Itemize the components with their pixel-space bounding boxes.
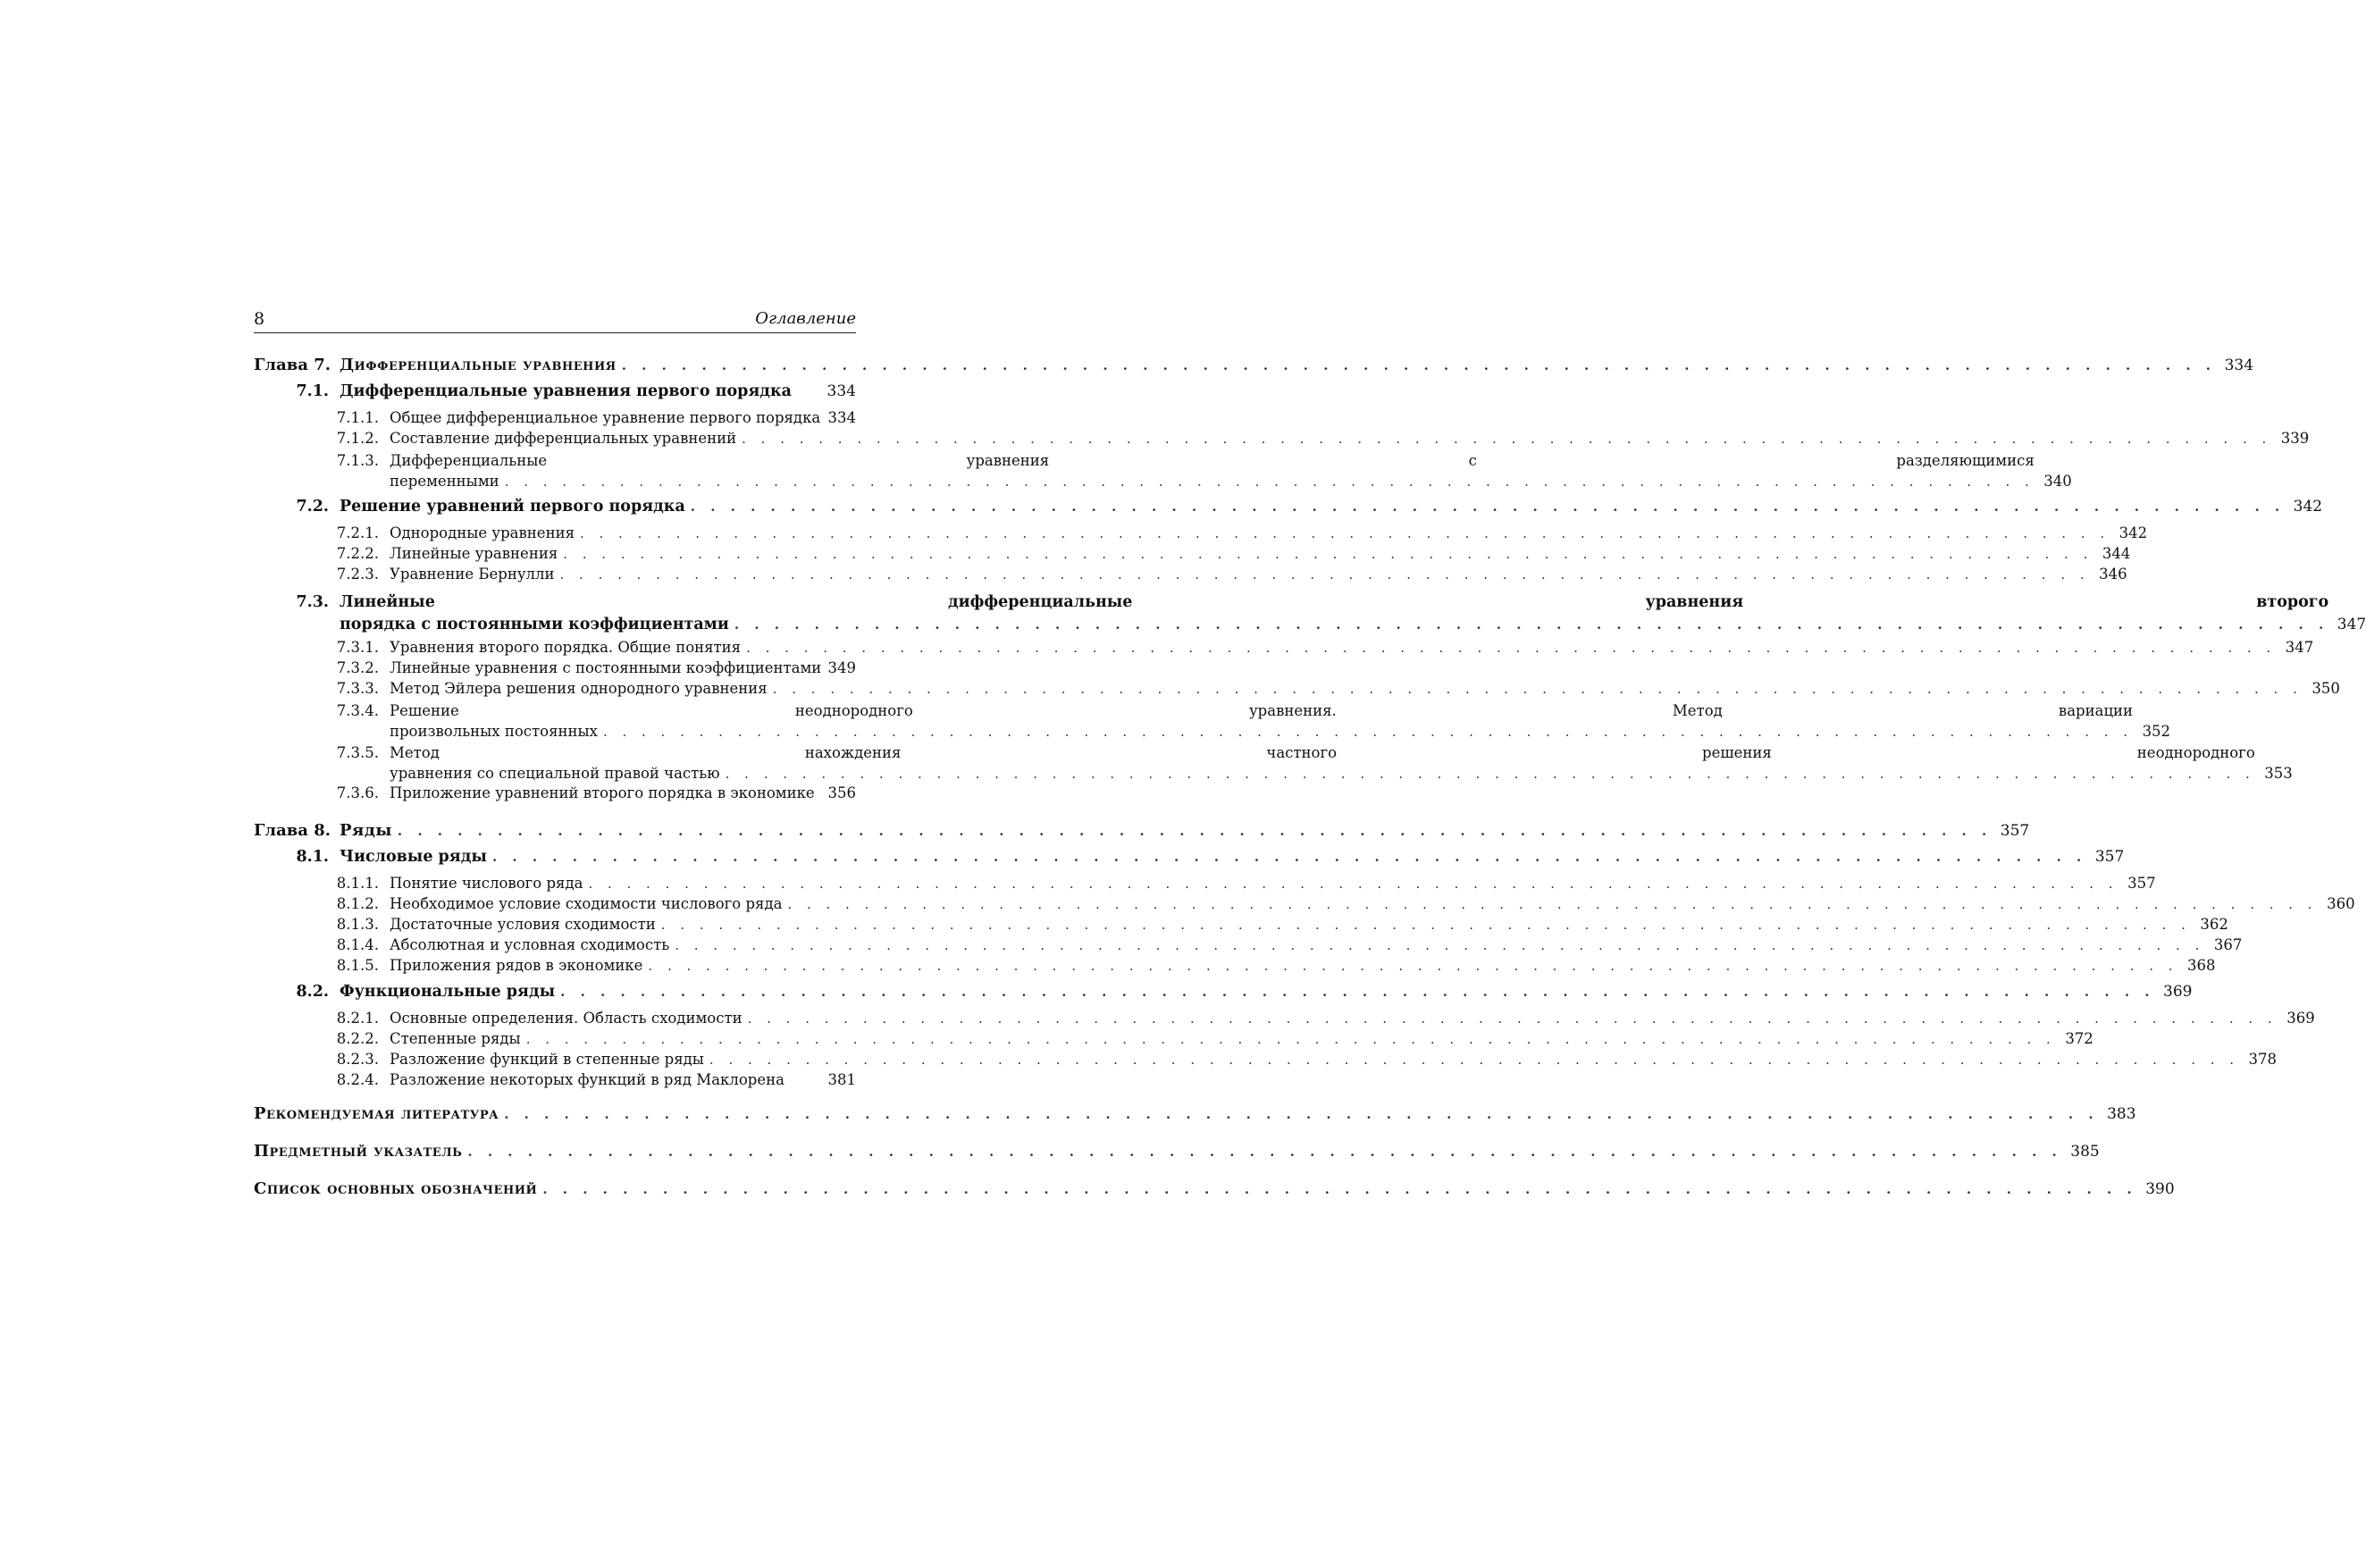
- toc-page: 378: [2248, 1051, 2278, 1068]
- toc-label: 8.2.: [296, 983, 329, 1001]
- toc-subsection-8-1-1[interactable]: [254, 875, 2156, 895]
- toc-page: 383: [2107, 1105, 2136, 1123]
- leader-dots: [467, 1144, 2061, 1160]
- toc-subsection-8-1-3[interactable]: [254, 916, 2228, 936]
- toc-subject-index[interactable]: [254, 1142, 2100, 1179]
- toc-subsection-7-3-3[interactable]: [254, 680, 2340, 700]
- toc-label: 7.3.1.: [336, 639, 379, 656]
- toc-page: 347: [2285, 639, 2314, 656]
- toc-subsection-7-3-1[interactable]: [254, 639, 2314, 659]
- toc-subsection-7-1-2[interactable]: [254, 430, 2310, 450]
- toc-label: 7.3.6.: [336, 784, 379, 801]
- toc-label: 8.1.4.: [336, 936, 379, 953]
- toc-list-of-notations[interactable]: [254, 1179, 2175, 1217]
- toc-label: 8.2.2.: [336, 1030, 379, 1047]
- toc-label: 8.2.1.: [336, 1010, 379, 1027]
- leader-dots: [746, 640, 2276, 656]
- leader-dots: [603, 722, 2133, 742]
- leader-dots: [648, 958, 2177, 974]
- toc-title: Разложение некоторых функций в ряд Маклорена: [390, 1071, 784, 1088]
- toc-page: 357: [2094, 848, 2125, 866]
- toc-chapter-8[interactable]: [254, 821, 2030, 848]
- toc-title: Линейные уравнения с постоянными коэффициентами: [390, 659, 822, 676]
- leader-dots: [505, 472, 2035, 492]
- toc-page: 346: [2099, 566, 2127, 583]
- toc-title: Понятие числового ряда: [390, 875, 583, 892]
- toc-page: 369: [2286, 1010, 2315, 1027]
- toc-title-line1: Решение неоднородного уравнения. Метод вариации: [390, 702, 2134, 719]
- leader-dots: [734, 614, 2328, 636]
- toc-page: 334: [826, 382, 856, 400]
- toc-title-line1: Дифференциальные уравнения с разделяющимися: [390, 452, 2035, 469]
- leader-dots: [661, 917, 2191, 933]
- toc-subsection-8-2-2[interactable]: [254, 1030, 2093, 1051]
- toc-title: Составление дифференциальных уравнений: [390, 430, 737, 447]
- running-title: Оглавление: [755, 309, 856, 328]
- toc-subsection-8-1-5[interactable]: [254, 957, 2216, 977]
- toc-page: 390: [2145, 1180, 2175, 1198]
- toc-subsection-8-1-2[interactable]: [254, 895, 2355, 916]
- toc-title: Уравнения второго порядка. Общие понятия: [390, 639, 742, 656]
- toc-chapter-7[interactable]: [254, 356, 2254, 382]
- toc-page: 360: [2327, 895, 2355, 912]
- toc-subsection-7-3-5[interactable]: [254, 742, 2293, 784]
- toc-section-8-1[interactable]: [254, 848, 2125, 875]
- leader-dots: [742, 431, 2271, 447]
- toc-title: Метод Эйлера решения однородного уравнения: [390, 680, 768, 697]
- leader-dots: [542, 1181, 2136, 1197]
- leader-dots: [773, 681, 2303, 697]
- toc-label: 7.2.2.: [336, 545, 379, 562]
- toc-title-line2: уравнения со специальной правой частью: [390, 765, 720, 782]
- leader-dots: [526, 1031, 2056, 1047]
- leader-dots: [492, 849, 2086, 865]
- toc-title: Решение уравнений первого порядка: [340, 498, 685, 516]
- toc-label: 7.3.5.: [336, 744, 379, 761]
- toc-page: 334: [2224, 356, 2254, 374]
- toc-title: Достаточные условия сходимости: [390, 916, 656, 933]
- toc-recommended-literature[interactable]: [254, 1104, 2136, 1142]
- toc-label: 8.2.4.: [336, 1071, 379, 1088]
- toc-title: Степенные ряды: [390, 1030, 521, 1047]
- toc-title: Ряды: [340, 821, 392, 840]
- toc-title: Линейные уравнения: [390, 545, 558, 562]
- table-of-contents: [254, 356, 2366, 1217]
- leader-dots: [398, 823, 1992, 839]
- toc-page: 367: [2213, 936, 2243, 953]
- toc-title: Разложение функций в степенные ряды: [390, 1051, 704, 1068]
- toc-title: Список основных обозначений: [254, 1179, 538, 1198]
- toc-subsection-7-3-4[interactable]: [254, 700, 2171, 742]
- toc-section-7-1[interactable]: [254, 382, 856, 409]
- toc-label: 8.1.2.: [336, 895, 379, 912]
- toc-subsection-8-2-3[interactable]: [254, 1051, 2278, 1071]
- toc-label: 7.1.1.: [336, 409, 379, 426]
- toc-page: 344: [2102, 545, 2131, 562]
- leader-dots: [787, 896, 2317, 912]
- toc-page: 372: [2065, 1030, 2093, 1047]
- toc-subsection-7-1-1[interactable]: [254, 409, 856, 430]
- toc-title-line1: Линейные дифференциальные уравнения второго: [340, 593, 2329, 611]
- toc-label: 7.3.3.: [336, 680, 379, 697]
- leader-dots: [504, 1106, 2098, 1122]
- toc-title-line2: произвольных постоянных: [390, 723, 598, 740]
- toc-subsection-7-1-3[interactable]: [254, 450, 2072, 492]
- toc-title: Числовые ряды: [340, 848, 487, 866]
- toc-label: 7.3.4.: [336, 702, 379, 719]
- toc-title: Однородные уравнения: [390, 524, 575, 541]
- toc-section-8-2[interactable]: [254, 983, 2193, 1010]
- toc-section-7-2[interactable]: [254, 498, 2323, 524]
- toc-page: 381: [827, 1071, 856, 1088]
- leader-dots: [691, 499, 2285, 515]
- toc-title: Абсолютная и условная сходимость: [390, 936, 670, 953]
- leader-dots: [560, 984, 2154, 1000]
- toc-label: 7.2.: [296, 498, 329, 516]
- toc-label: 8.2.3.: [336, 1051, 379, 1068]
- toc-title-line1: Метод нахождения частного решения неоднородного: [390, 744, 2255, 761]
- toc-title-line2: порядка с постоянными коэффициентами: [340, 616, 729, 633]
- toc-page: 352: [2142, 723, 2171, 740]
- toc-page: 356: [827, 784, 856, 801]
- toc-label: 8.1.: [296, 848, 329, 866]
- toc-title: Уравнение Бернулли: [390, 566, 555, 583]
- leader-dots: [560, 566, 2090, 583]
- toc-page: 368: [2187, 957, 2216, 974]
- toc-page: 349: [827, 659, 856, 676]
- leader-dots: [588, 876, 2118, 892]
- toc-label: Глава 7.: [254, 356, 331, 374]
- toc-title: Общее дифференциальное уравнение первого порядка: [390, 409, 821, 426]
- leader-dots: [563, 546, 2093, 562]
- leader-dots: [709, 1052, 2239, 1068]
- leader-dots: [748, 1010, 2278, 1027]
- toc-title: Предметный указатель: [254, 1142, 463, 1161]
- toc-page: 342: [2118, 524, 2148, 541]
- toc-label: 7.1.2.: [336, 430, 379, 447]
- leader-dots: [675, 937, 2204, 953]
- toc-title: Необходимое условие сходимости числового ряда: [390, 895, 783, 912]
- toc-page: 353: [2264, 765, 2293, 782]
- toc-label: 7.1.3.: [336, 452, 379, 469]
- toc-title: Приложения рядов в экономике: [390, 957, 643, 974]
- toc-title: Функциональные ряды: [340, 983, 556, 1001]
- toc-page: 357: [2127, 875, 2156, 892]
- toc-label: 7.2.1.: [336, 524, 379, 541]
- toc-page: 340: [2043, 473, 2072, 490]
- toc-label: 7.3.: [296, 593, 329, 611]
- toc-subsection-7-2-3[interactable]: [254, 566, 2127, 586]
- toc-label: Глава 8.: [254, 821, 331, 840]
- toc-subsection-8-2-4[interactable]: [254, 1071, 856, 1092]
- toc-title: Приложение уравнений второго порядка в экономике: [390, 784, 815, 801]
- toc-label: 8.1.1.: [336, 875, 379, 892]
- leader-dots: [580, 525, 2110, 541]
- toc-title: Основные определения. Область сходимости: [390, 1010, 743, 1027]
- toc-page: 334: [827, 409, 856, 426]
- toc-page: 342: [2293, 498, 2323, 516]
- toc-subsection-8-1-4[interactable]: [254, 936, 2243, 957]
- toc-page: 385: [2070, 1143, 2100, 1161]
- toc-title: Рекомендуемая литература: [254, 1104, 499, 1123]
- toc-title-line2: переменными: [390, 473, 499, 490]
- running-header: [254, 309, 856, 333]
- toc-page: 350: [2311, 680, 2340, 697]
- toc-subsection-7-2-2[interactable]: [254, 545, 2131, 566]
- toc-section-7-3[interactable]: [254, 591, 2366, 636]
- toc-label: 7.2.3.: [336, 566, 379, 583]
- toc-label: 7.3.2.: [336, 659, 379, 676]
- toc-subsection-7-3-6[interactable]: [254, 784, 856, 805]
- toc-label: 7.1.: [296, 382, 329, 400]
- toc-subsection-7-3-2[interactable]: [254, 659, 856, 680]
- toc-label: 8.1.5.: [336, 957, 379, 974]
- toc-page: 357: [2000, 822, 2030, 840]
- page-number: 8: [254, 309, 265, 329]
- toc-title: Дифференциальные уравнения первого порядка: [340, 382, 792, 400]
- toc-page: 369: [2163, 983, 2193, 1001]
- toc-page: 347: [2337, 616, 2366, 633]
- toc-page: 339: [2280, 430, 2310, 447]
- leader-dots: [622, 357, 2216, 373]
- toc-subsection-8-2-1[interactable]: [254, 1010, 2315, 1030]
- toc-subsection-7-2-1[interactable]: [254, 524, 2148, 545]
- leader-dots: [726, 764, 2255, 784]
- toc-page: 362: [2200, 916, 2228, 933]
- toc-label: 8.1.3.: [336, 916, 379, 933]
- toc-title: Дифференциальные уравнения: [340, 356, 617, 374]
